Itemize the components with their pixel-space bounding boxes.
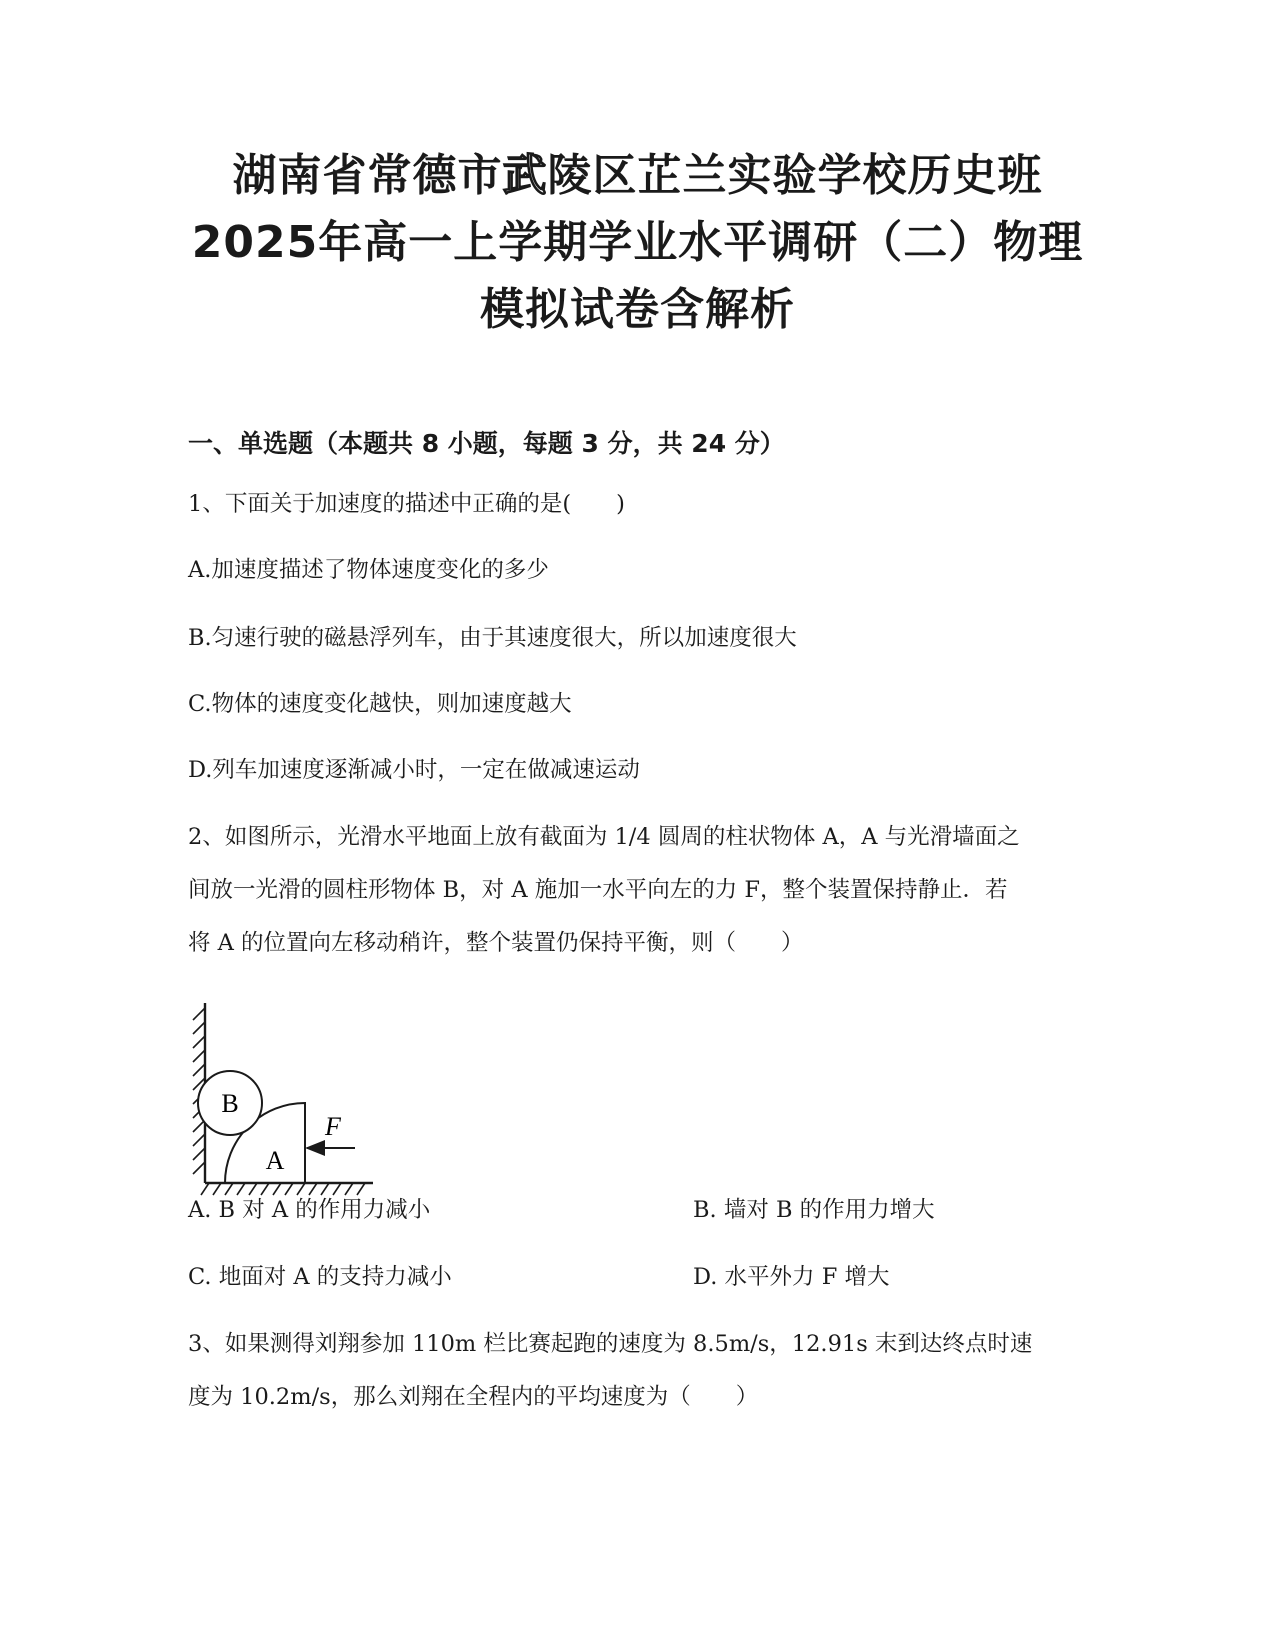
question-3-stem-line-1: 3、如果测得刘翔参加 110m 栏比赛起跑的速度为 8.5m/s，12.91s 末到达终点时速 — [188, 1331, 1033, 1357]
question-3-stem-line-2: 度为 10.2m/s，那么刘翔在全程内的平均速度为（ ） — [188, 1384, 759, 1410]
title-line-3: 模拟试卷含解析 — [480, 284, 795, 335]
question-2-stem-line-2: 间放一光滑的圆柱形物体 B，对 A 施加一水平向左的力 F，整个装置保持静止．若 — [188, 877, 1008, 903]
title-outlined-char: 武 — [502, 150, 548, 201]
question-1-option-c: C.物体的速度变化越快，则加速度越大 — [188, 691, 572, 717]
question-1-stem: 1、下面关于加速度的描述中正确的是( ) — [188, 491, 625, 517]
label-a: A — [265, 1146, 285, 1175]
document-title — [150, 142, 1125, 343]
question-2-option-a: A. B 对 A 的作用力减小 — [188, 1197, 431, 1223]
question-2-option-d: D. 水平外力 F 增大 — [693, 1264, 890, 1290]
title-line-2: 2025年高一上学期学业水平调研（二）物理 — [191, 217, 1084, 268]
title-line-1 — [150, 142, 1125, 209]
question-2-stem-line-3: 将 A 的位置向左移动稍许，整个装置仍保持平衡，则（ ） — [188, 930, 804, 956]
label-b: B — [221, 1089, 239, 1118]
question-2-stem-line-1: 2、如图所示，光滑水平地面上放有截面为 1/4 圆周的柱状物体 A，A 与光滑墙面之 — [188, 824, 1020, 850]
section-heading: 一、单选题（本题共 8 小题，每题 3 分，共 24 分） — [188, 429, 785, 458]
question-1-option-a: A.加速度描述了物体速度变化的多少 — [188, 557, 549, 583]
question-2-option-b: B. 墙对 B 的作用力增大 — [693, 1197, 935, 1223]
title-line-1-start: 湖南省常德市 — [232, 150, 503, 201]
question-1-option-d: D.列车加速度逐渐减小时，一定在做减速运动 — [188, 757, 640, 783]
label-f: F — [325, 1112, 341, 1141]
title-line-1-end: 陵区芷兰实验学校历史班 — [547, 150, 1043, 201]
question-1-option-b: B.匀速行驶的磁悬浮列车，由于其速度很大，所以加速度很大 — [188, 625, 797, 651]
force-diagram — [188, 1003, 398, 1208]
question-2-option-c: C. 地面对 A 的支持力减小 — [188, 1264, 452, 1290]
